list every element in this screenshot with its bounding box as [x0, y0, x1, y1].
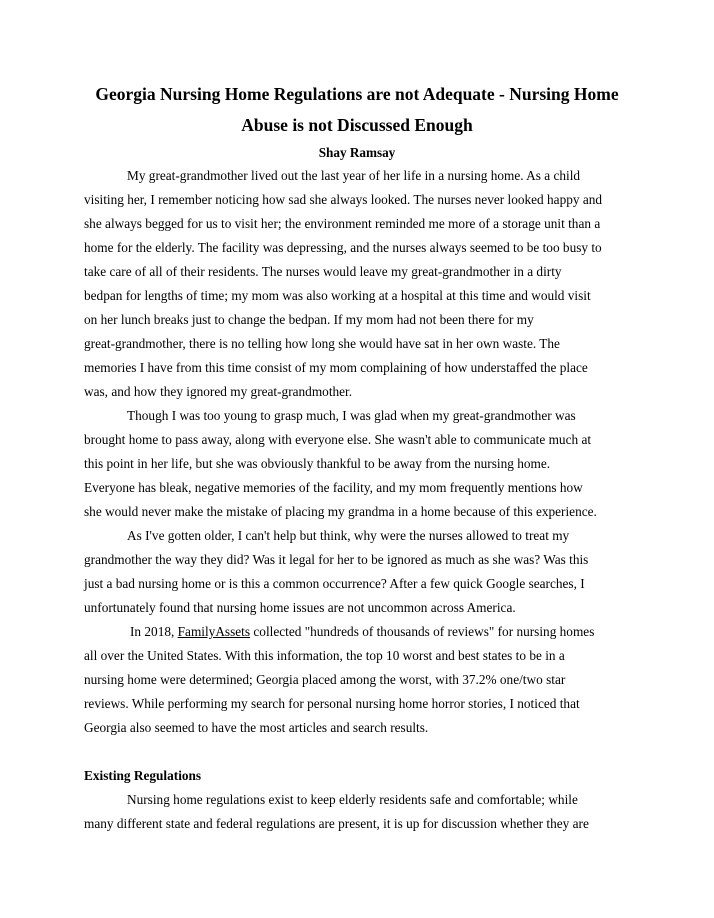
paragraph-line: unfortunately found that nursing home issues are not uncommon across America.	[84, 600, 516, 615]
paragraph-line: reviews. While performing my search for personal nursing home horror stories, I noticed that	[84, 696, 580, 711]
familyassets-link[interactable]: FamilyAssets	[177, 624, 251, 639]
paragraph-line: this point in her life, but she was obviously thankful to be away from the nursing home.	[84, 456, 551, 471]
paragraph-line: brought home to pass away, along with everyone else. She wasn't able to communicate much at	[84, 432, 592, 447]
paragraph-line: Georgia also seemed to have the most articles and search results.	[84, 720, 429, 735]
paragraph-line: she would never make the mistake of placing my grandma in a home because of this experience.	[84, 504, 597, 519]
paragraph-line: many different state and federal regulations are present, it is up for discussion whether they are	[84, 816, 589, 831]
paragraph-line: My great-grandmother lived out the last year of her life in a nursing home. As a child	[127, 168, 581, 183]
para4-prefix: In 2018,	[130, 624, 175, 639]
paragraph-line: take care of all of their residents. The nurses would leave my great-grandmother in a dirty	[84, 264, 562, 279]
paragraph-line: was, and how they ignored my great-grandmother.	[84, 384, 353, 399]
paragraph-line: on her lunch breaks just to change the bedpan. If my mom had not been there for my	[84, 312, 534, 327]
paragraph-line: Everyone has bleak, negative memories of the facility, and my mom frequently mentions how	[84, 480, 583, 495]
paragraph-line: great-grandmother, there is no telling how long she would have sat in her own waste. The	[84, 336, 560, 351]
author-name: Shay Ramsay	[318, 145, 396, 160]
title-line-2: Abuse is not Discussed Enough	[241, 115, 473, 135]
paragraph-line: As I've gotten older, I can't help but think, why were the nurses allowed to treat my	[127, 528, 570, 543]
paragraph-line: home for the elderly. The facility was depressing, and the nurses always seemed to be too busy to	[84, 240, 602, 255]
section-heading: Existing Regulations	[84, 768, 202, 783]
paragraph-line: nursing home were determined; Georgia placed among the worst, with 37.2% one/two star	[84, 672, 566, 687]
paragraph-line: all over the United States. With this information, the top 10 worst and best states to be in a	[84, 648, 565, 663]
paragraph-line: visiting her, I remember noticing how sad she always looked. The nurses never looked happy and	[84, 192, 603, 207]
paragraph-line: Nursing home regulations exist to keep elderly residents safe and comfortable; while	[127, 792, 578, 807]
paragraph-line: grandmother the way they did? Was it legal for her to be ignored as much as she was? Was this	[84, 552, 589, 567]
paragraph-line: just a bad nursing home or is this a common occurrence? After a few quick Google searches, I	[84, 576, 585, 591]
para4-suffix: collected "hundreds of thousands of reviews" for nursing homes	[253, 624, 595, 639]
paragraph-line	[130, 622, 594, 642]
title-line-1: Georgia Nursing Home Regulations are not Adequate - Nursing Home	[95, 84, 619, 104]
document-title	[60, 82, 654, 137]
paragraph-line: she always begged for us to visit her; the environment reminded me more of a storage unit than a	[84, 216, 601, 231]
paragraph-line: Though I was too young to grasp much, I was glad when my great-grandmother was	[127, 408, 576, 423]
paragraph-line: memories I have from this time consist of my mom complaining of how understaffed the place	[84, 360, 588, 375]
paragraph-line: bedpan for lengths of time; my mom was also working at a hospital at this time and would visit	[84, 288, 591, 303]
